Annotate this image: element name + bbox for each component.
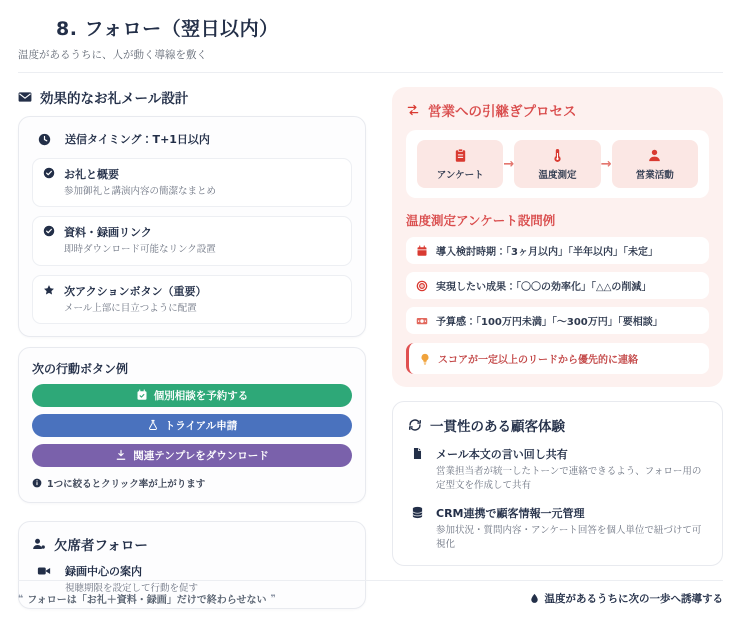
consistency-item-body bbox=[436, 505, 707, 553]
info-icon bbox=[32, 478, 42, 488]
item-desc: 営業担当者が統一したトーンで連絡できるよう、フォロー用の定型文を作成して共有 bbox=[436, 466, 702, 492]
item-desc: 参加状況・質問内容・アンケート回答を個人単位で紐づけて可視化 bbox=[436, 524, 702, 550]
flask-icon bbox=[147, 419, 159, 431]
video-icon bbox=[37, 564, 51, 578]
cta-text: 温度があるうちに次の一歩へ誘導する bbox=[544, 593, 723, 605]
flow-arrow-icon: → bbox=[600, 156, 612, 172]
calendar-icon bbox=[416, 245, 428, 257]
note-text: 1つに絞るとクリック率が上がります bbox=[47, 478, 206, 490]
survey-question-budget bbox=[406, 307, 709, 334]
button-label: トライアル申請 bbox=[164, 419, 238, 432]
page-subtitle: 温度があるうちに、人が動く導線を敷く bbox=[18, 49, 207, 61]
right-column bbox=[392, 87, 723, 580]
download-icon bbox=[115, 449, 127, 461]
button-note bbox=[32, 476, 352, 490]
item-title: CRM連携で顧客情報一元管理 bbox=[436, 506, 585, 520]
timing-text: 送信タイミング：T+1日以内 bbox=[65, 133, 210, 146]
envelope-icon bbox=[18, 90, 32, 104]
left-column bbox=[18, 87, 366, 594]
flow-step-label: 営業活動 bbox=[635, 170, 674, 181]
handoff-flow bbox=[406, 130, 709, 198]
main-content bbox=[18, 87, 723, 594]
action-buttons-title: 次の行動ボタン例 bbox=[32, 361, 129, 376]
consistency-heading bbox=[408, 415, 707, 435]
quote-open-icon: ❝ bbox=[18, 593, 24, 604]
item-desc: 即時ダウンロード可能なリンク設置 bbox=[64, 244, 216, 256]
email-item-materials bbox=[32, 216, 352, 265]
trial-request-button[interactable] bbox=[32, 414, 352, 437]
clock-icon bbox=[38, 133, 51, 146]
action-buttons-card bbox=[18, 347, 366, 503]
email-item-body bbox=[64, 283, 206, 316]
consistency-card bbox=[392, 401, 723, 566]
flow-arrow-icon: → bbox=[503, 156, 515, 172]
consistency-item-crm bbox=[408, 505, 707, 553]
consistency-item-email bbox=[408, 446, 707, 494]
document-icon bbox=[411, 447, 424, 460]
item-title: 次アクションボタン（重要） bbox=[64, 284, 207, 298]
handoff-card bbox=[392, 87, 723, 387]
survey-question-outcome bbox=[406, 272, 709, 299]
email-item-thanks bbox=[32, 158, 352, 207]
button-label: 個別相談を予約する bbox=[153, 389, 249, 402]
question-text: 実現したい成果：「〇〇の効率化」「△△の削減」 bbox=[436, 282, 652, 293]
flame-icon bbox=[529, 593, 540, 604]
swap-arrows-icon bbox=[406, 103, 420, 117]
absentee-title: 欠席者フォロー bbox=[54, 537, 148, 554]
calendar-check-icon bbox=[136, 389, 148, 401]
quote-close-icon: ❞ bbox=[270, 593, 276, 604]
refresh-icon bbox=[408, 418, 422, 432]
email-design-card bbox=[18, 116, 366, 337]
section-email-design-heading bbox=[18, 87, 366, 107]
flow-step-survey bbox=[417, 140, 503, 188]
person-icon bbox=[647, 148, 662, 163]
question-text: 予算感：「100万円未満」「～300万円」「要相談」 bbox=[436, 317, 663, 328]
consistency-title: 一貫性のある顧客体験 bbox=[430, 419, 565, 435]
item-title: お礼と概要 bbox=[64, 168, 119, 181]
item-title: メール本文の言い回し共有 bbox=[436, 448, 568, 461]
footer-quote bbox=[18, 591, 276, 606]
item-title: 資料・録画リンク bbox=[64, 226, 152, 240]
coins-icon bbox=[416, 315, 428, 327]
email-item-body bbox=[64, 224, 216, 257]
person-add-icon bbox=[32, 537, 46, 551]
email-item-body bbox=[64, 166, 216, 199]
email-item-next-action bbox=[32, 275, 352, 324]
handoff-title: 営業への引継ぎプロセス bbox=[428, 104, 577, 120]
button-label: 関連テンプレをダウンロード bbox=[133, 449, 269, 462]
survey-title: 温度測定アンケート設問例 bbox=[406, 213, 556, 228]
handoff-heading bbox=[406, 100, 709, 120]
item-desc: メール上部に目立つように配置 bbox=[64, 302, 197, 314]
flow-step-sales bbox=[612, 140, 698, 188]
header-divider bbox=[18, 72, 723, 73]
survey-question-timing bbox=[406, 237, 709, 264]
footer-cta bbox=[529, 591, 724, 606]
lightbulb-icon bbox=[419, 353, 431, 365]
section-email-design-title: 効果的なお礼メール設計 bbox=[40, 91, 189, 107]
clipboard-icon bbox=[453, 148, 468, 163]
download-template-button[interactable] bbox=[32, 444, 352, 467]
footer bbox=[18, 581, 723, 606]
item-desc: 視聴期限を設定して行動を促す bbox=[65, 582, 199, 594]
star-icon bbox=[43, 284, 55, 296]
question-text: 導入検討時期：「3ヶ月以内」「半年以内」「未定」 bbox=[436, 247, 658, 258]
flow-step-temperature bbox=[514, 140, 600, 188]
flow-step-label: 温度測定 bbox=[538, 170, 577, 181]
header bbox=[18, 14, 723, 62]
timing-row bbox=[32, 129, 352, 149]
consistency-item-body bbox=[436, 446, 707, 494]
quote-text: フォローは「お礼＋資料・録画」だけで終わらせない bbox=[27, 595, 267, 606]
page-title: 8. フォロー（翌日以内） bbox=[56, 18, 279, 40]
absentee-heading bbox=[32, 534, 352, 554]
target-icon bbox=[416, 280, 428, 292]
check-circle-icon bbox=[43, 167, 55, 179]
database-icon bbox=[411, 506, 424, 519]
callout-text: スコアが一定以上のリードから優先的に連絡 bbox=[438, 355, 638, 366]
item-desc: 参加御礼と講演内容の簡潔なまとめ bbox=[64, 186, 217, 197]
flow-step-label: アンケート bbox=[436, 170, 484, 181]
thermometer-icon bbox=[550, 148, 565, 163]
book-consultation-button[interactable] bbox=[32, 384, 352, 407]
priority-callout bbox=[406, 343, 709, 374]
check-circle-icon bbox=[43, 225, 55, 237]
item-title: 録画中心の案内 bbox=[65, 564, 142, 578]
